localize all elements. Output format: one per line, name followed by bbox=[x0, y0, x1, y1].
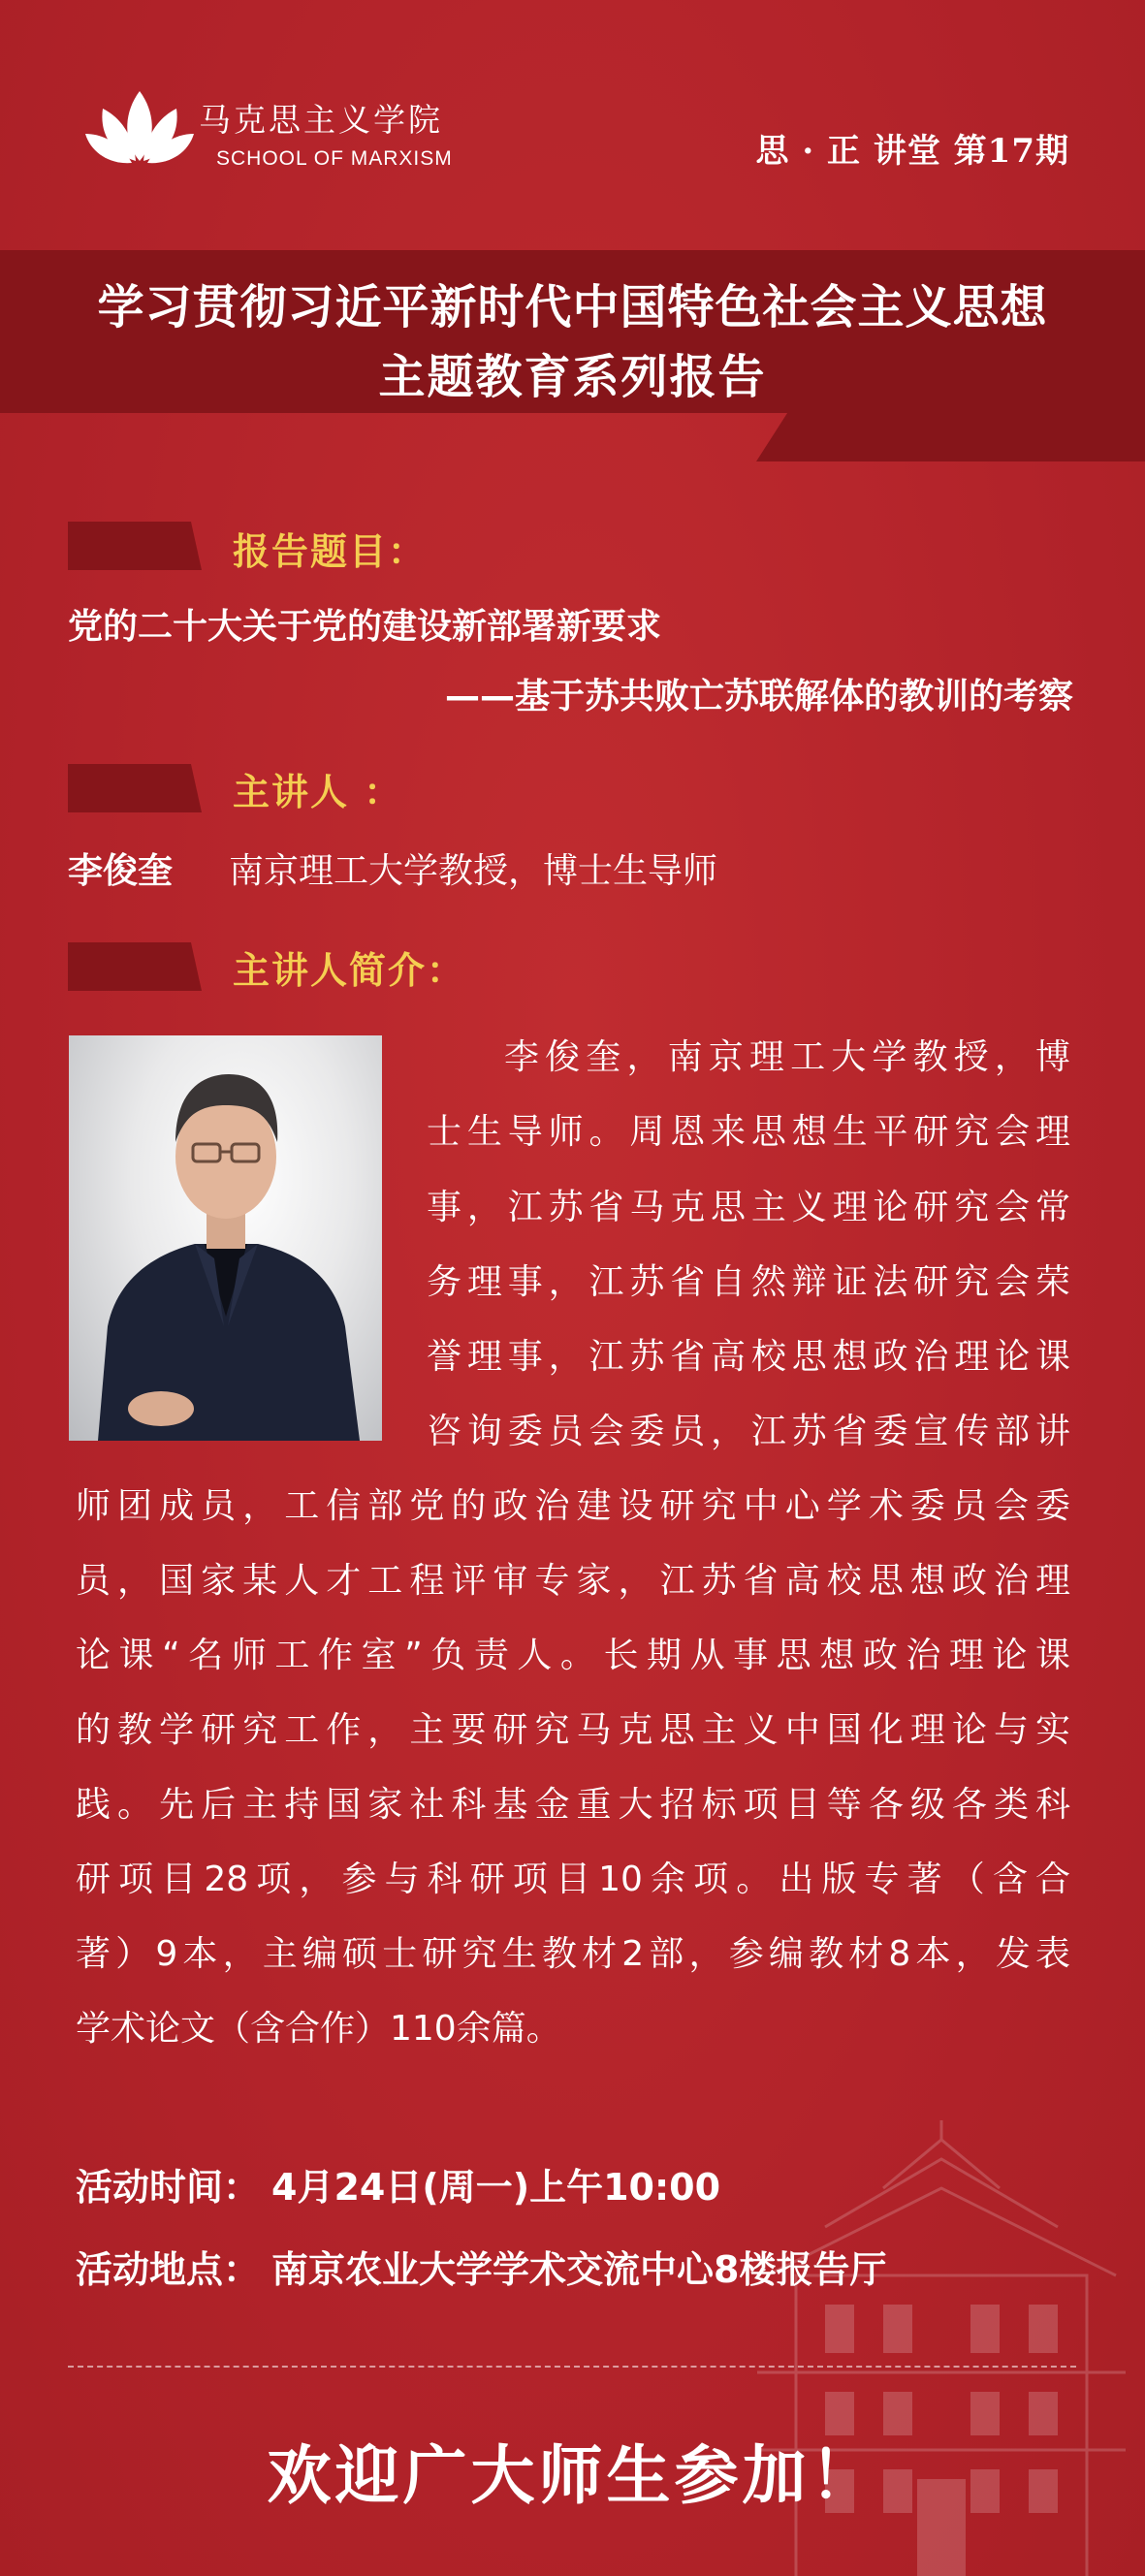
bio-line-13: 著）9本，主编硕士研究生教材2部，参编教材8本，发表 bbox=[76, 1934, 1070, 1974]
event-place-label: 活动地点： bbox=[76, 2248, 261, 2291]
school-name-cn: 马克思主义学院 bbox=[199, 101, 443, 139]
speaker-name: 李俊奎 bbox=[68, 851, 174, 891]
event-place-value: 南京农业大学学术交流中心8楼报告厅 bbox=[271, 2248, 887, 2291]
topic-tab-marker bbox=[68, 522, 202, 570]
bio-line-11: 践。先后主持国家社科基金重大招标项目等各级各类科 bbox=[76, 1785, 1070, 1825]
bio-line-6: 咨询委员会委员，江苏省委宣传部讲 bbox=[427, 1412, 1070, 1451]
title-band-accent bbox=[756, 413, 1145, 461]
bio-line-12: 研项目28项，参与科研项目10余项。出版专著（含合 bbox=[76, 1860, 1070, 1899]
page-title-line1: 学习贯彻习近平新时代中国特色社会主义思想 bbox=[97, 280, 1048, 334]
speaker-section-label: 主讲人 ： bbox=[233, 770, 403, 813]
bio-line-4: 务理事，江苏省自然辩证法研究会荣 bbox=[427, 1262, 1070, 1302]
intro-section-label: 主讲人简介： bbox=[233, 948, 466, 992]
school-logo-icon bbox=[85, 85, 194, 165]
bio-line-5: 誉理事，江苏省高校思想政治理论课 bbox=[427, 1337, 1070, 1377]
bio-line-9: 论课“名师工作室”负责人。长期从事思想政治理论课 bbox=[76, 1636, 1070, 1675]
welcome-message: 欢迎广大师生参加！ bbox=[267, 2438, 878, 2513]
school-name-en: SCHOOL OF MARXISM bbox=[216, 147, 453, 170]
speaker-title: 南京理工大学教授，博士生导师 bbox=[229, 851, 718, 891]
bio-line-2: 士生导师。周恩来思想生平研究会理 bbox=[427, 1112, 1070, 1152]
intro-tab-marker bbox=[68, 942, 202, 991]
topic-section-label: 报告题目： bbox=[233, 529, 428, 573]
page-title-line2: 主题教育系列报告 bbox=[378, 350, 767, 404]
speaker-photo bbox=[69, 1035, 382, 1441]
bio-line-10: 的教学研究工作，主要研究马克思主义中国化理论与实 bbox=[76, 1710, 1070, 1750]
topic-title: 党的二十大关于党的建设新部署新要求 bbox=[68, 607, 662, 647]
topic-subtitle: ——基于苏共败亡苏联解体的教训的考察 bbox=[444, 677, 1073, 716]
issue-label: 思 · 正 讲堂 第17期 bbox=[755, 132, 1069, 171]
event-time bbox=[76, 2157, 720, 2210]
bio-line-1: 李俊奎，南京理工大学教授，博 bbox=[504, 1037, 1070, 1077]
bio-line-7: 师团成员，工信部党的政治建设研究中心学术委员会委 bbox=[76, 1486, 1070, 1526]
event-place bbox=[76, 2240, 886, 2293]
event-time-value: 4月24日(周一)上午10:00 bbox=[271, 2166, 721, 2209]
bio-line-8: 员，国家某人才工程评审专家，江苏省高校思想政治理 bbox=[76, 1561, 1070, 1601]
event-time-label: 活动时间： bbox=[76, 2166, 261, 2209]
divider bbox=[68, 2366, 1076, 2368]
bio-line-3: 事，江苏省马克思主义理论研究会常 bbox=[427, 1188, 1070, 1227]
speaker-tab-marker bbox=[68, 764, 202, 812]
bio-line-14: 学术论文（含合作）110余篇。 bbox=[76, 2009, 561, 2049]
